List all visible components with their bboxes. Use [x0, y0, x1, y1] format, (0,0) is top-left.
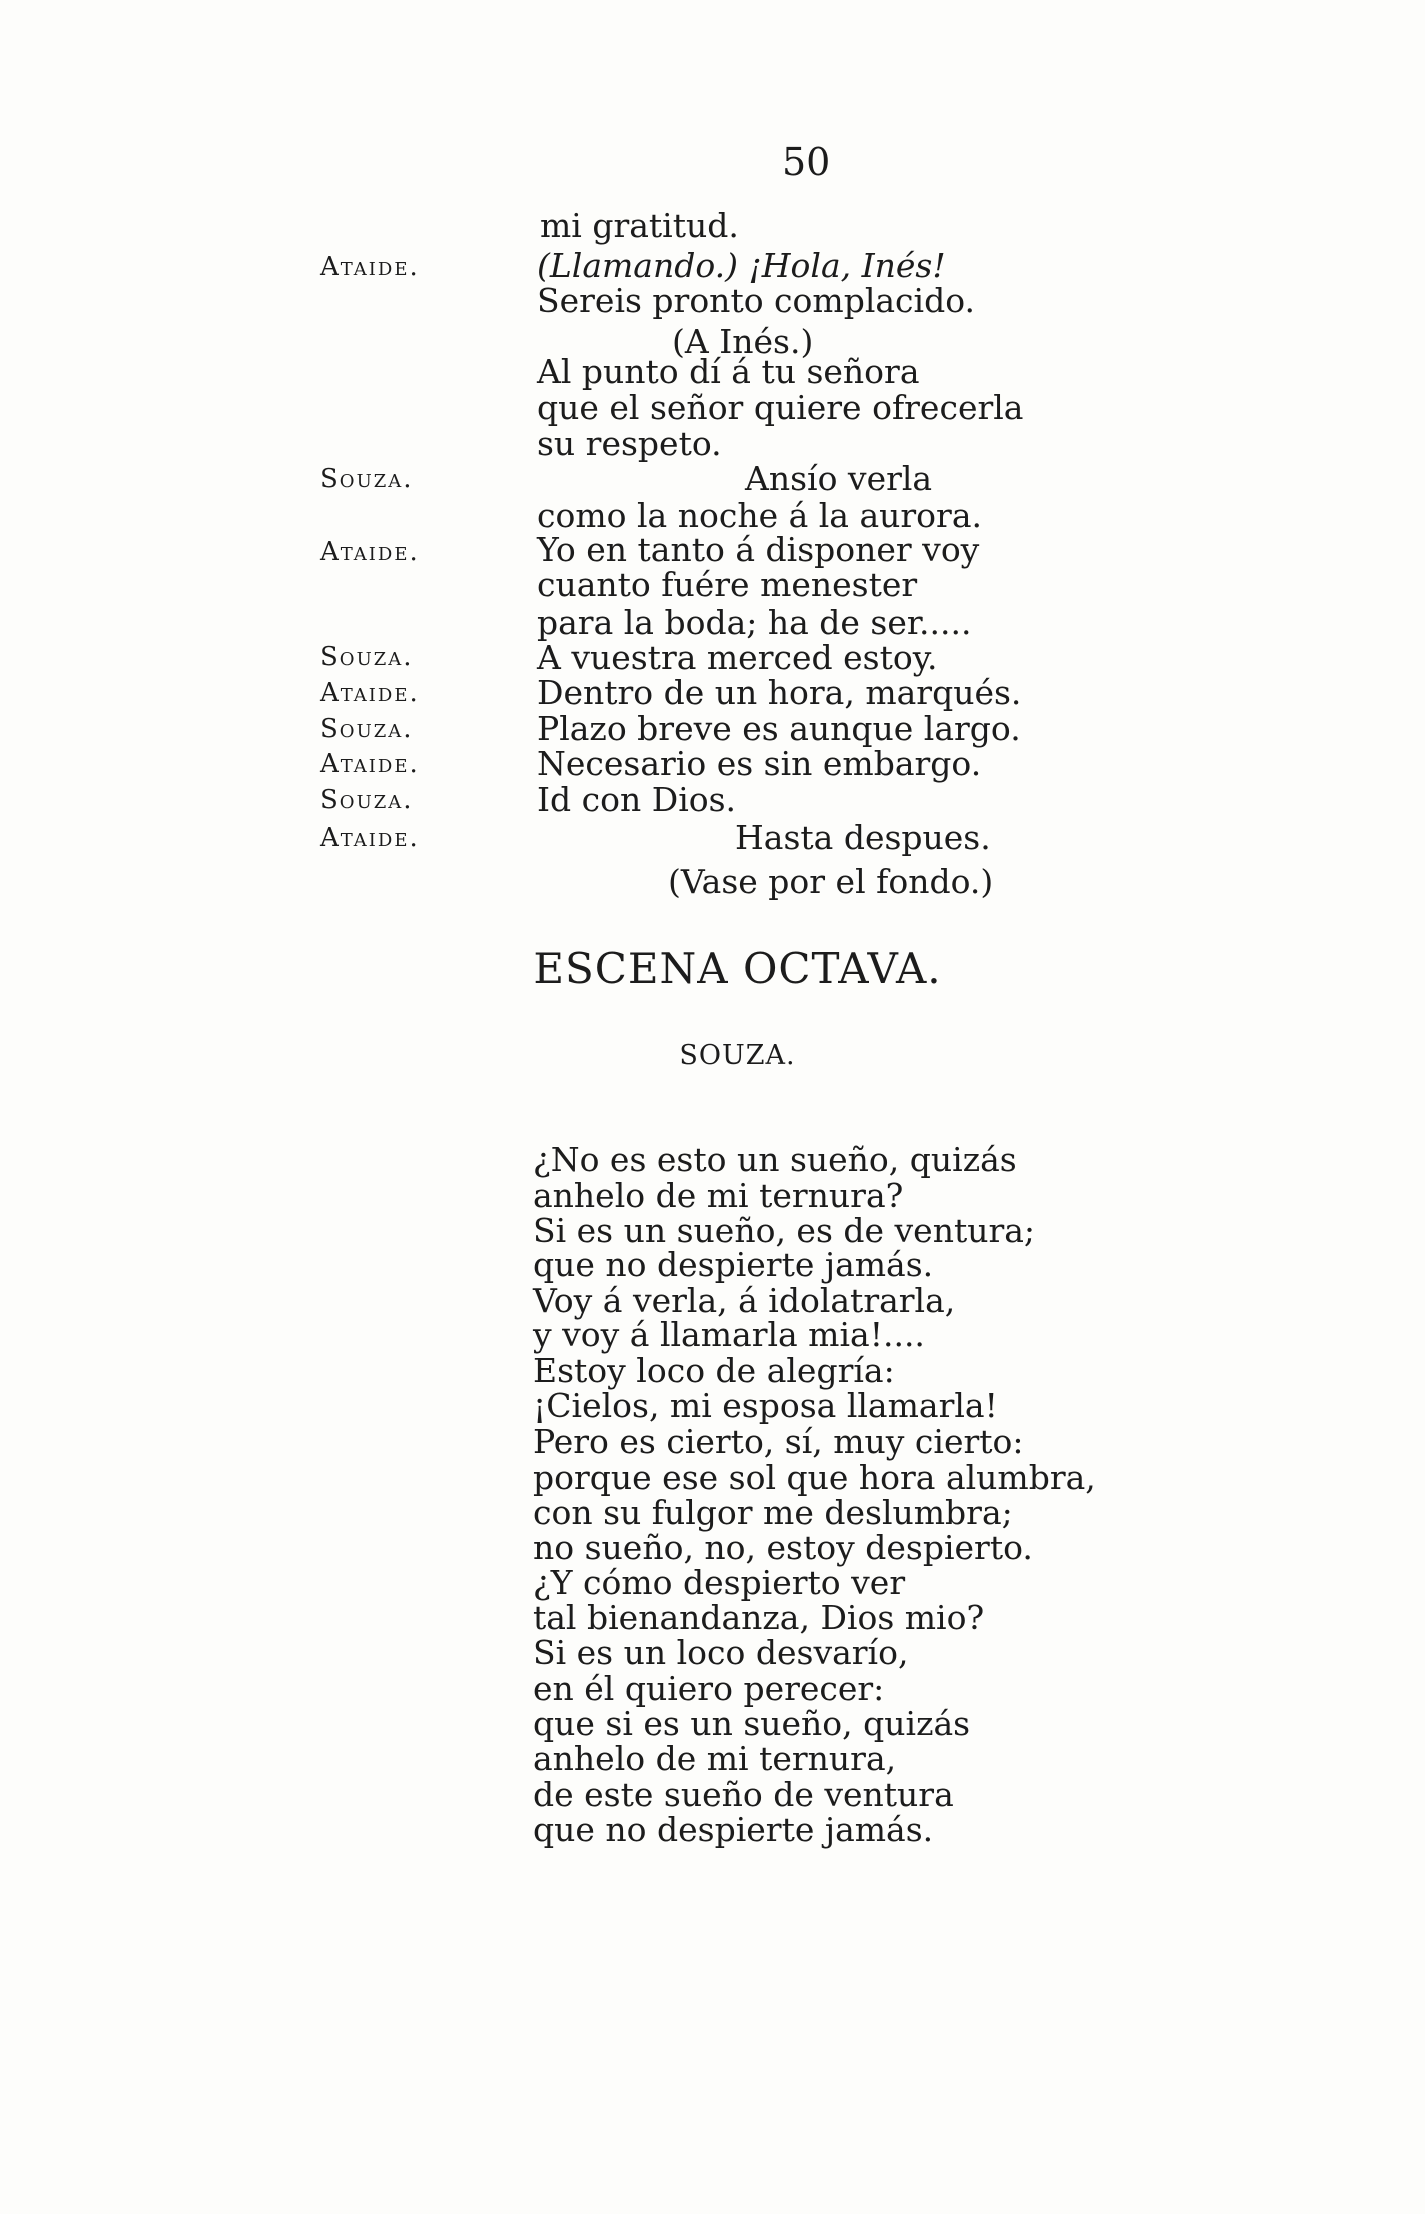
line-text: (Vase por el fondo.): [668, 862, 994, 901]
line-text: Necesario es sin embargo.: [537, 744, 982, 783]
verse-line: ¿No es esto un sueño, quizás: [533, 1140, 1017, 1179]
line-text: que el señor quiere ofrecerla: [537, 388, 1024, 427]
line-text: mi gratitud.: [540, 206, 739, 245]
verse-line: no sueño, no, estoy despierto.: [533, 1528, 1033, 1567]
line-text: Yo en tanto á disponer voy: [537, 530, 980, 569]
line-text: A vuestra merced estoy.: [537, 638, 938, 677]
speaker-name: Ataide.: [320, 537, 420, 567]
verse-line: ¿Y cómo despierto ver: [533, 1563, 906, 1602]
verse-line: que no despierte jamás.: [533, 1810, 934, 1849]
line-text: para la boda; ha de ser.....: [537, 603, 972, 642]
verse-line: Pero es cierto, sí, muy cierto:: [533, 1422, 1024, 1461]
line-text: cuanto fuére menester: [537, 565, 918, 604]
line-text: Al punto dí á tu señora: [537, 352, 920, 391]
line-text: Dentro de un hora, marqués.: [537, 673, 1022, 712]
speaker-name: Souza.: [320, 464, 414, 494]
verse-line: que no despierte jamás.: [533, 1245, 934, 1284]
verse-line: Voy á verla, á idolatrarla,: [533, 1281, 956, 1320]
line-text: Sereis pronto complacido.: [537, 281, 975, 320]
line-text: como la noche á la aurora.: [537, 496, 982, 535]
verse-line: que si es un sueño, quizás: [533, 1704, 971, 1743]
verse-line: anhelo de mi ternura,: [533, 1739, 897, 1778]
speaker-name: Ataide.: [320, 823, 420, 853]
line-text: (Llamando.) ¡Hola, Inés!: [537, 246, 946, 285]
line-text: Ansío verla: [745, 459, 933, 498]
verse-line: tal bienandanza, Dios mio?: [533, 1598, 985, 1637]
speaker-name: Souza.: [320, 642, 414, 672]
line-text: Plazo breve es aunque largo.: [537, 709, 1021, 748]
page-number: 50: [782, 140, 831, 184]
speaker-name: Ataide.: [320, 252, 420, 282]
line-text: Id con Dios.: [537, 780, 737, 819]
scene-character: SOUZA.: [679, 1040, 796, 1071]
scene-title: ESCENA OCTAVA.: [533, 944, 942, 993]
verse-line: Si es un loco desvarío,: [533, 1633, 909, 1672]
line-text: (A Inés.): [672, 322, 814, 361]
speaker-name: Ataide.: [320, 749, 420, 779]
speaker-name: Souza.: [320, 785, 414, 815]
verse-line: ¡Cielos, mi esposa llamarla!: [533, 1386, 998, 1425]
verse-line: en él quiero perecer:: [533, 1669, 885, 1708]
speaker-name: Souza.: [320, 714, 414, 744]
line-text: Hasta despues.: [735, 818, 991, 857]
verse-line: de este sueño de ventura: [533, 1775, 954, 1814]
verse-line: con su fulgor me deslumbra;: [533, 1493, 1013, 1532]
speaker-name: Ataide.: [320, 678, 420, 708]
verse-line: Estoy loco de alegría:: [533, 1351, 895, 1390]
verse-line: porque ese sol que hora alumbra,: [533, 1458, 1096, 1497]
verse-line: y voy á llamarla mia!....: [533, 1315, 925, 1354]
verse-line: Si es un sueño, es de ventura;: [533, 1211, 1036, 1250]
line-text: su respeto.: [537, 424, 722, 463]
verse-line: anhelo de mi ternura?: [533, 1176, 904, 1215]
